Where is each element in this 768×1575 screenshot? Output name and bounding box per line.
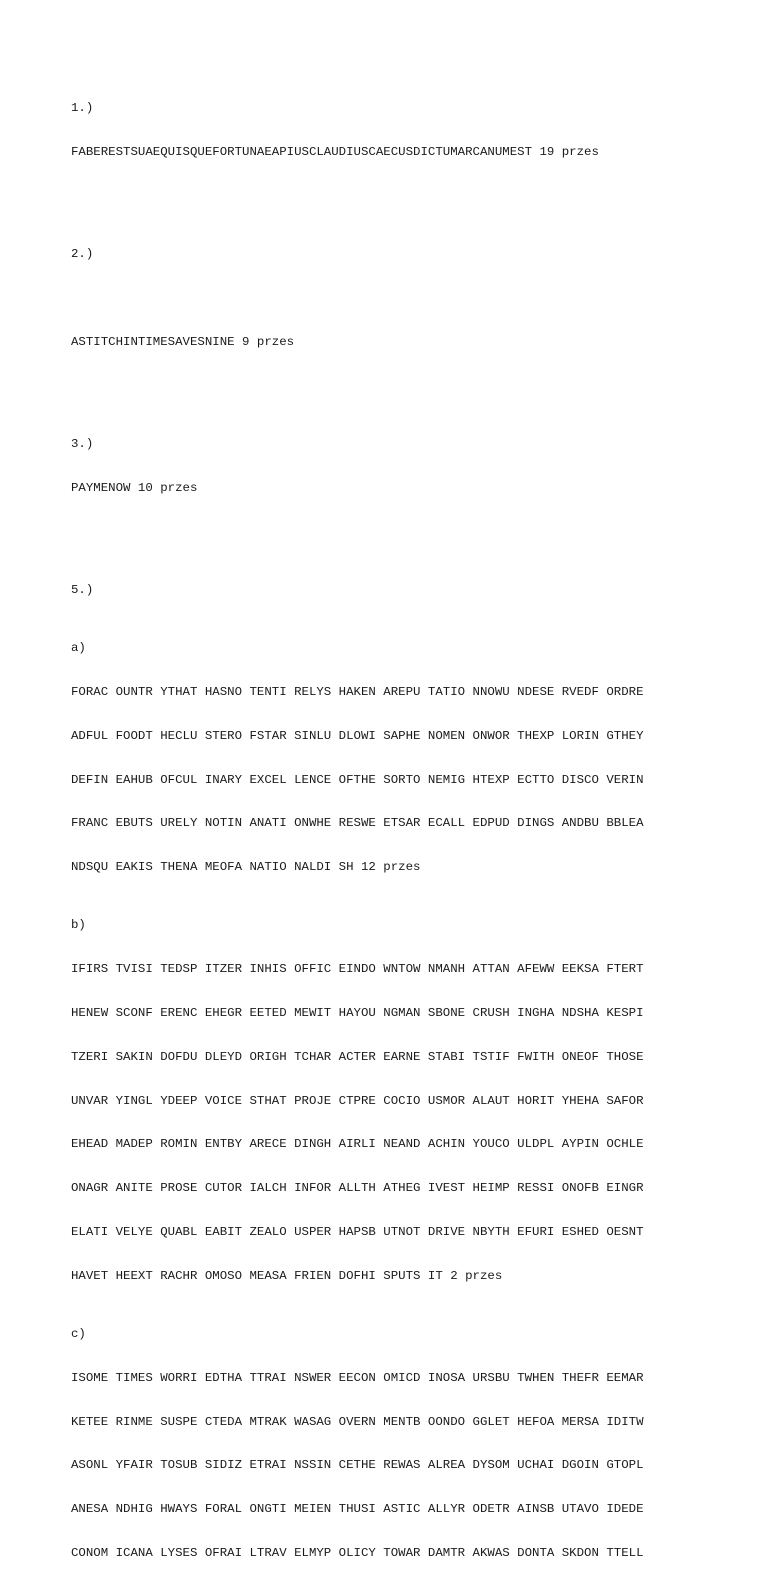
subsection-c-line: ISOME TIMES WORRI EDTHA TTRAI NSWER EECON OMICD INOSA URSBU TWHEN THEFR EEMAR — [71, 1370, 644, 1385]
subsection-c-line: ANESA NDHIG HWAYS FORAL ONGTI MEIEN THUSI ASTIC ALLYR ODETR AINSB UTAVO IDEDE — [71, 1502, 644, 1517]
subsection-b-line: ELATI VELYE QUABL EABIT ZEALO USPER HAPSB UTNOT DRIVE NBYTH EFURI ESHED OESNT — [71, 1224, 644, 1239]
subsection-c-line: KETEE RINME SUSPE CTEDA MTRAK WASAG OVERN MENTB OONDO GGLET HEFOA MERSA IDITW — [71, 1414, 644, 1429]
subsection-c-line: CONOM ICANA LYSES OFRAI LTRAV ELMYP OLICY TOWAR DAMTR AKWAS DONTA SKDON TTELL — [71, 1545, 644, 1560]
section-3-text: PAYMENOW 10 przes — [71, 480, 198, 495]
subsection-a-label: a) — [71, 641, 86, 656]
subsection-b-line: IFIRS TVISI TEDSP ITZER INHIS OFFIC EINDO WNTOW NMANH ATTAN AFEWW EEKSA FTERT — [71, 962, 644, 977]
subsection-b-line: UNVAR YINGL YDEEP VOICE STHAT PROJE CTPRE COCIO USMOR ALAUT HORIT YHEHA SAFOR — [71, 1093, 644, 1108]
subsection-c-label: c) — [71, 1327, 86, 1342]
section-2-label: 2.) — [71, 247, 94, 262]
subsection-b-label: b) — [71, 918, 86, 933]
section-3-label: 3.) — [71, 436, 94, 451]
subsection-a-line: ADFUL FOODT HECLU STERO FSTAR SINLU DLOWI SAPHE NOMEN ONWOR THEXP LORIN GTHEY — [71, 728, 644, 743]
subsection-a-line: FRANC EBUTS URELY NOTIN ANATI ONWHE RESWE ETSAR ECALL EDPUD DINGS ANDBU BBLEA — [71, 816, 644, 831]
subsection-a-line: DEFIN EAHUB OFCUL INARY EXCEL LENCE OFTHE SORTO NEMIG HTEXP ECTTO DISCO VERIN — [71, 772, 644, 787]
section-5-label: 5.) — [71, 582, 94, 597]
spacer — [71, 291, 644, 306]
subsection-b-line: HENEW SCONF ERENC EHEGR EETED MEWIT HAYOU NGMAN SBONE CRUSH INGHA NDSHA KESPI — [71, 1006, 644, 1020]
section-2-text: ASTITCHINTIMESAVESNINE 9 przes — [71, 334, 295, 349]
spacer — [71, 524, 644, 539]
subsection-c-line: ASONL YFAIR TOSUB SIDIZ ETRAI NSSIN CETHE REWAS ALREA DYSOM UCHAI DGOIN GTOPL — [71, 1458, 644, 1473]
subsection-a-line: FORAC OUNTR YTHAT HASNO TENTI RELYS HAKEN AREPU TATIO NNOWU NDESE RVEDF ORDRE — [71, 684, 644, 699]
section-1-label: 1.) — [71, 101, 94, 116]
subsection-a-line: NDSQU EAKIS THENA MEOFA NATIO NALDI SH 12 przes — [71, 860, 421, 875]
document-body — [71, 72, 644, 1575]
subsection-b-line: EHEAD MADEP ROMIN ENTBY ARECE DINGH AIRLI NEAND ACHIN YOUCO ULDPL AYPIN OCHLE — [71, 1137, 644, 1152]
subsection-b-line: HAVET HEEXT RACHR OMOSO MEASA FRIEN DOFHI SPUTS IT 2 przes — [71, 1268, 503, 1283]
subsection-b-line: TZERI SAKIN DOFDU DLEYD ORIGH TCHAR ACTER EARNE STABI TSTIF FWITH ONEOF THOSE — [71, 1049, 644, 1064]
spacer — [71, 378, 644, 393]
spacer — [71, 189, 644, 204]
subsection-b-line: ONAGR ANITE PROSE CUTOR IALCH INFOR ALLTH ATHEG IVEST HEIMP RESSI ONOFB EINGR — [71, 1181, 644, 1196]
section-1-text: FABERESTSUAEQUISQUEFORTUNAEAPIUSCLAUDIUSCAECUSDICTUMARCANUMEST 19 przes — [71, 144, 599, 159]
